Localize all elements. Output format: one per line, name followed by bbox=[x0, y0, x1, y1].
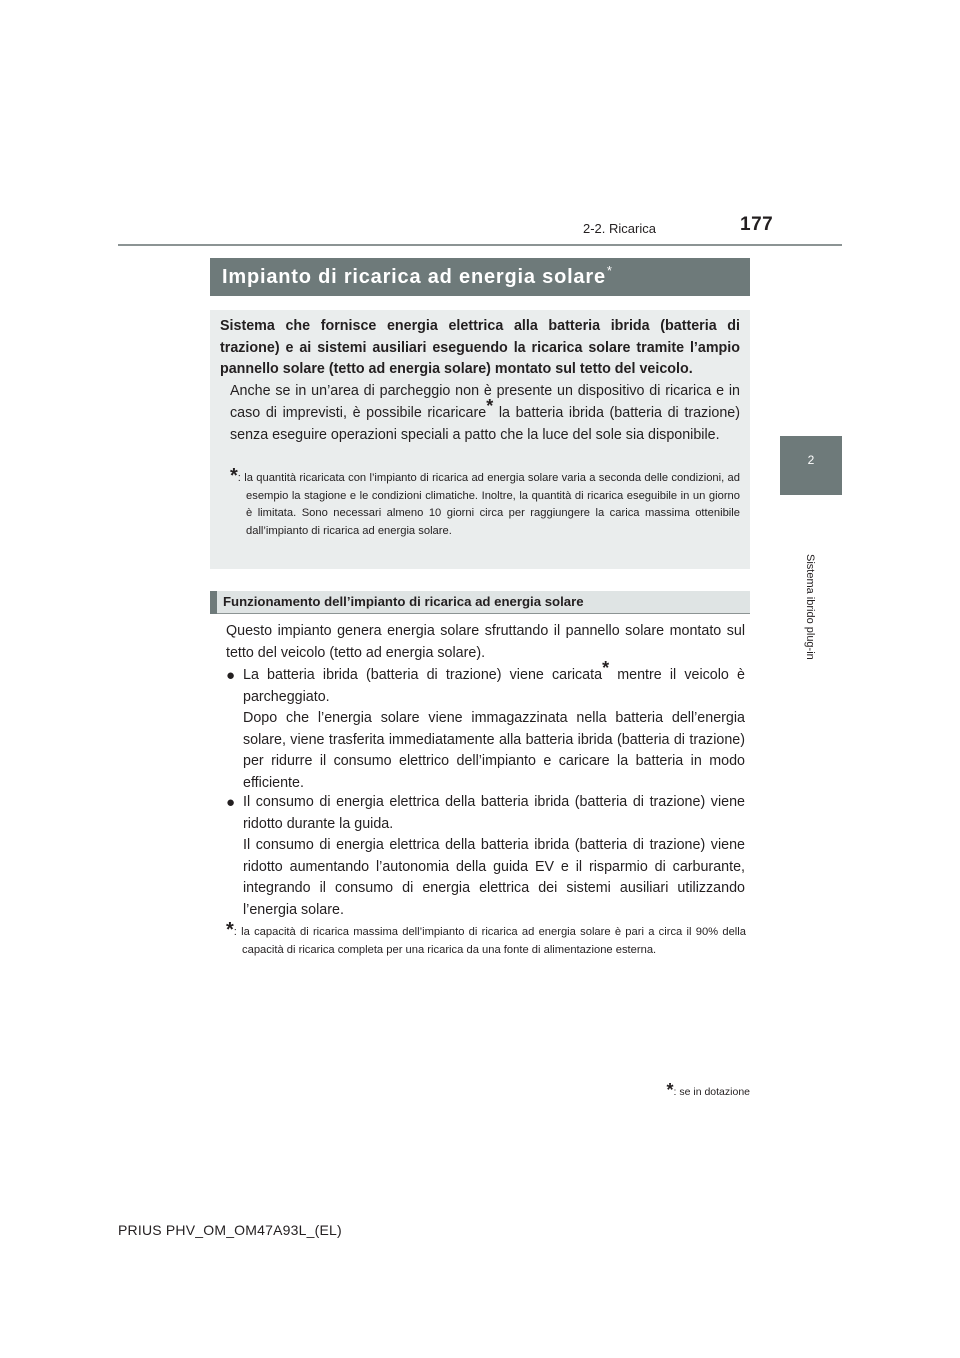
intro-footnote: *: la quantità ricaricata con l’impianto di ricarica ad energia solare varia a seconda delle condizioni, ad esempio la stagione e le condizioni climatiche. Inoltre, la quantità di ricarica eseguibile in un giorno è limitata. Sono necessari almeno 10 giorni circa per raggiungere la carica massima ottenibile dall’impianto di ricarica ad energia solare. bbox=[230, 465, 740, 537]
subsection-paragraph: Questo impianto genera energia solare sfruttando il pannello solare montato sul tetto del veicolo (tetto ad energia solare). bbox=[226, 623, 745, 661]
equipment-note: *: se in dotazione bbox=[666, 1080, 750, 1100]
asterisk-marker: * bbox=[486, 395, 494, 416]
bullet-item: Il consumo di energia elettrica della batteria ibrida (batteria di trazione) viene ridotto durante la guida. Il consumo di energia elettrica della batteria ibrida (batteria di trazione) viene ridotto aumentando l’autonomia della guida EV e il risparmio di carburante, integrando il consumo di energia elettrica dei sistemi ausiliari utilizzando l’energia solare. bbox=[243, 794, 745, 918]
bullet-icon: ● bbox=[226, 667, 236, 684]
subsection-footnote: *: la capacità di ricarica massima dell’impianto di ricarica ad energia solare è pari a circa il 90% della capacità di ricarica completa per una ricarica da una fonte di alimentazione esterna. bbox=[226, 919, 746, 956]
bullet-icon: ● bbox=[226, 794, 236, 811]
section-label: 2-2. Ricarica bbox=[583, 221, 656, 236]
footnote-asterisk: * bbox=[226, 919, 234, 941]
bullet-detail: Il consumo di energia elettrica della batteria ibrida (batteria di trazione) viene ridotto aumentando l’autonomia della guida EV e il risparmio di carburante, integrando il consumo di energia elettrica dei sistemi ausiliari utilizzando l’energia solare. bbox=[243, 837, 745, 918]
intro-summary: Sistema che fornisce energia elettrica alla batteria ibrida (batteria di trazione) e ai sistemi ausiliari eseguendo la ricarica solare tramite l’ampio pannello solare (tetto ad energia solare) montato sul tetto del veicolo. bbox=[220, 318, 740, 377]
page-number: 177 bbox=[740, 214, 774, 235]
document-code: PRIUS PHV_OM_OM47A93L_(EL) bbox=[118, 1222, 342, 1238]
subsection-accent bbox=[210, 591, 217, 614]
footnote-asterisk: * bbox=[666, 1080, 674, 1100]
subsection-heading: Funzionamento dell’impianto di ricarica ad energia solare bbox=[223, 594, 584, 609]
title-asterisk: * bbox=[606, 263, 613, 278]
bullet-item: La batteria ibrida (batteria di trazione) viene caricata* mentre il veicolo è parcheggiato. Dopo che l’energia solare viene immagazzinata nella batteria dell’energia solare, viene trasferita immediatamente alla batteria ibrida (batteria di trazione) per ridurre il consumo elettrico dell’impianto e caricare la batteria in modo efficiente. bbox=[243, 658, 745, 791]
asterisk-marker: * bbox=[602, 658, 610, 678]
header-rule bbox=[118, 244, 842, 246]
footnote-asterisk: * bbox=[230, 465, 238, 487]
chapter-label: Sistema ibrido plug-in bbox=[804, 554, 816, 660]
chapter-number: 2 bbox=[807, 453, 815, 467]
bullet-detail: Dopo che l’energia solare viene immagazzinata nella batteria dell’energia solare, viene trasferita immediatamente alla batteria ibrida (batteria di trazione) per ridurre il consumo elettrico dell’impianto e caricare la batteria in modo efficiente. bbox=[243, 710, 745, 791]
intro-paragraph: Anche se in un’area di parcheggio non è presente un dispositivo di ricarica e in caso di imprevisti, è possibile ricaricare* la batteria ibrida (batteria di trazione) senza eseguire operazioni speciali a patto che la luce del sole sia disponibile. bbox=[230, 383, 740, 443]
page-title: Impianto di ricarica ad energia solare* bbox=[222, 263, 613, 288]
